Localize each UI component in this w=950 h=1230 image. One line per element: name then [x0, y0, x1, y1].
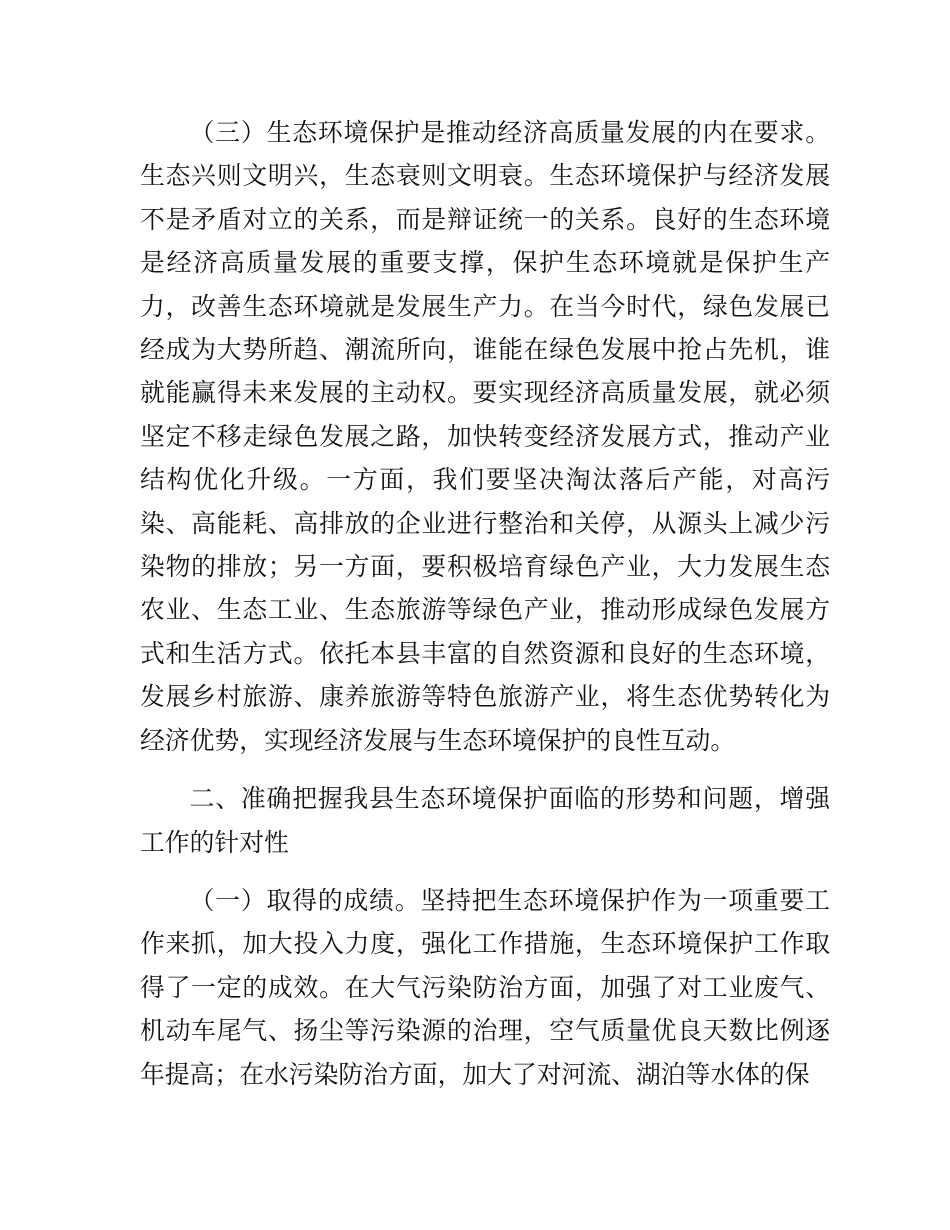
section-heading-situation-and-problems: 二、准确把握我县生态环境保护面临的形势和问题，增强工作的针对性: [140, 784, 830, 857]
document-body: [140, 111, 830, 1096]
paragraph-ecology-economy: （三）生态环境保护是推动经济高质量发展的内在要求。生态兴则文明兴，生态衰则文明衰。生态环境保护与经济发展不是矛盾对立的关系，而是辩证统一的关系。良好的生态环境是经济高质量发展的重要支撑，保护生态环境就是保护生产力，改善生态环境就是发展生产力。在当今时代，绿色发展已经成为大势所趋、潮流所向，谁能在绿色发展中抢占先机，谁就能赢得未来发展的主动权。要实现经济高质量发展，就必须坚定不移走绿色发展之路，加快转变经济发展方式，推动产业结构优化升级。一方面，我们要坚决淘汰落后产能，对高污染、高能耗、高排放的企业进行整治和关停，从源头上减少污染物的排放；另一方面，要积极培育绿色产业，大力发展生态农业、生态工业、生态旅游等绿色产业，推动形成绿色发展方式和生活方式。依托本县丰富的自然资源和良好的生态环境，发展乡村旅游、康养旅游等特色旅游产业，将生态优势转化为经济优势，实现经济发展与生态环境保护的良性互动。: [140, 118, 830, 755]
paragraph-achievements: （一）取得的成绩。坚持把生态环境保护作为一项重要工作来抓，加大投入力度，强化工作措施，生态环境保护工作取得了一定的成效。在大气污染防治方面，加强了对工业废气、机动车尾气、扬尘等污染源的治理，空气质量优良天数比例逐年提高；在水污染防治方面，加大了对河流、湖泊等水体的保: [140, 885, 830, 1089]
